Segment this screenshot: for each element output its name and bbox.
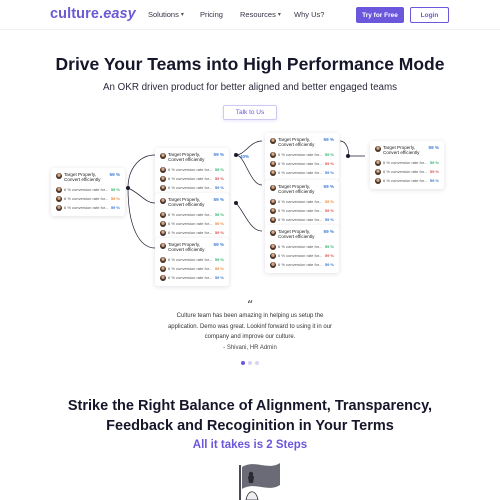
objective-progress: 59 % xyxy=(213,242,224,247)
key-result-text: 6 % conversion rate for... xyxy=(168,229,213,235)
key-result-text: 6 % conversion rate for... xyxy=(168,175,213,181)
key-result-text: 6 % conversion rate for... xyxy=(168,220,213,226)
avatar-icon xyxy=(56,187,62,193)
okr-card-header xyxy=(56,172,120,183)
key-result-row xyxy=(56,203,120,212)
avatar-icon xyxy=(375,160,381,166)
key-result-row xyxy=(270,197,334,206)
avatar-icon xyxy=(270,170,276,176)
objective-progress: 59 % xyxy=(323,184,334,189)
key-result-progress: 59 % xyxy=(214,265,224,271)
avatar-icon xyxy=(160,167,166,173)
connector-l2a-l3 xyxy=(340,141,365,156)
flag-icon xyxy=(200,455,300,500)
testimonial-text: Culture team has been amazing in helping us setup the application. Demo was great. Lookinf forward to using it in our company and improve our culture. xyxy=(167,313,333,340)
section-title-line-2: Feedback and Recoginition in Your Terms xyxy=(106,418,394,434)
okr-card-header xyxy=(270,137,334,148)
avatar-icon xyxy=(270,138,276,144)
objective-progress: 59 % xyxy=(323,229,334,234)
key-result-progress: 59 % xyxy=(214,220,224,226)
key-result-text: 6 % conversion rate for... xyxy=(383,159,428,165)
avatar-icon xyxy=(270,262,276,268)
nav-solutions-label: Solutions xyxy=(148,10,179,19)
key-result-row xyxy=(270,260,334,269)
tree-node-dot xyxy=(126,186,130,190)
avatar-icon xyxy=(160,185,166,191)
key-result-row xyxy=(270,159,334,168)
avatar-icon xyxy=(160,198,166,204)
key-result-row xyxy=(160,273,224,282)
objective-title: Target Properly, Convert efficiently xyxy=(278,184,315,195)
avatar-icon xyxy=(160,257,166,263)
key-result-text: 6 % conversion rate for... xyxy=(168,274,213,280)
key-result-row xyxy=(160,210,224,219)
key-result-text: 6 % conversion rate for... xyxy=(168,184,213,190)
key-result-progress: 59 % xyxy=(110,204,120,210)
avatar-icon xyxy=(160,153,166,159)
avatar-icon xyxy=(270,152,276,158)
key-result-text: 6 % conversion rate for... xyxy=(278,207,323,213)
avatar-icon xyxy=(270,244,276,250)
carousel-dots xyxy=(241,361,259,365)
tree-node-dot xyxy=(234,153,238,157)
logo[interactable] xyxy=(50,6,136,22)
caret-down-icon: ▾ xyxy=(180,12,184,18)
key-result-row xyxy=(160,183,224,192)
key-result-row xyxy=(160,165,224,174)
okr-card-l2c[interactable] xyxy=(265,225,339,273)
key-result-row xyxy=(56,185,120,194)
key-result-text: 6 % conversion rate for... xyxy=(278,198,323,204)
key-result-progress: 59 % xyxy=(324,207,334,213)
avatar-icon xyxy=(270,217,276,223)
nav-why-us-label: Why Us? xyxy=(294,10,325,19)
key-result-row xyxy=(160,264,224,273)
key-result-progress: 59 % xyxy=(324,261,334,267)
key-result-text: 6 % conversion rate for... xyxy=(278,261,323,267)
okr-card-header xyxy=(160,242,224,253)
key-result-text: 6 % conversion rate for... xyxy=(278,216,323,222)
okr-card-l1a[interactable] xyxy=(155,148,229,196)
avatar-icon xyxy=(270,253,276,259)
objective-title: Target Properly, Convert efficiently xyxy=(278,137,315,148)
objective-progress: 59 % xyxy=(213,152,224,157)
key-result-row xyxy=(160,174,224,183)
key-result-progress: 59 % xyxy=(324,169,334,175)
key-result-text: 6 % conversion rate for... xyxy=(383,168,428,174)
objective-title: Target Properly, Convert efficiently xyxy=(168,242,205,253)
avatar-icon xyxy=(160,266,166,272)
avatar-icon xyxy=(56,173,62,179)
quote-icon: “ xyxy=(246,298,254,312)
key-result-text: 6 % conversion rate for... xyxy=(278,169,323,175)
key-result-row xyxy=(270,242,334,251)
key-result-row xyxy=(270,150,334,159)
key-result-text: 6 % conversion rate for... xyxy=(383,177,428,183)
key-result-text: 6 % conversion rate for... xyxy=(278,252,323,258)
okr-card-header xyxy=(375,145,439,156)
okr-card-l1c[interactable] xyxy=(155,238,229,286)
tree-node-dot xyxy=(234,201,238,205)
key-result-progress: 59 % xyxy=(324,252,334,258)
key-result-row xyxy=(270,251,334,260)
login-button[interactable]: Login xyxy=(410,7,449,23)
avatar-icon xyxy=(160,212,166,218)
section-title xyxy=(0,396,500,436)
key-result-progress: 59 % xyxy=(214,211,224,217)
objective-title: Target Properly, Convert efficiently xyxy=(168,152,205,163)
avatar-icon xyxy=(270,161,276,167)
nav-why-us[interactable] xyxy=(294,10,324,19)
objective-progress: 59 % xyxy=(213,197,224,202)
key-result-progress: 59 % xyxy=(324,151,334,157)
avatar-icon xyxy=(270,230,276,236)
key-result-text: 6 % conversion rate for... xyxy=(64,195,109,201)
key-result-text: 6 % conversion rate for... xyxy=(168,256,213,262)
key-result-text: 6 % conversion rate for... xyxy=(168,166,213,172)
key-result-progress: 59 % xyxy=(324,198,334,204)
avatar-icon xyxy=(160,176,166,182)
connector-l1b-l2c xyxy=(236,203,262,231)
key-result-text: 6 % conversion rate for... xyxy=(168,211,213,217)
nav-resources-label: Resources xyxy=(240,10,276,19)
okr-card-l2b[interactable] xyxy=(265,180,339,228)
key-result-text: 6 % conversion rate for... xyxy=(278,160,323,166)
carousel-dot-3[interactable] xyxy=(255,361,259,365)
key-result-row xyxy=(56,194,120,203)
avatar-icon xyxy=(270,208,276,214)
objective-title: Target Properly, Convert efficiently xyxy=(168,197,205,208)
key-result-progress: 59 % xyxy=(214,184,224,190)
caret-down-icon: ▾ xyxy=(277,12,281,18)
key-result-progress: 59 % xyxy=(110,195,120,201)
key-result-progress: 59 % xyxy=(324,160,334,166)
avatar-icon xyxy=(160,221,166,227)
talk-to-us-button[interactable]: Talk to Us xyxy=(223,105,277,120)
logo-suffix: easy xyxy=(103,6,136,22)
key-result-row xyxy=(160,255,224,264)
okr-card-header xyxy=(270,229,334,240)
carousel-dot-1[interactable] xyxy=(241,361,245,365)
steps-subtitle: All it takes is 2 Steps xyxy=(192,439,308,451)
key-result-row xyxy=(375,167,439,176)
nav-resources[interactable] xyxy=(240,10,281,19)
avatar-icon xyxy=(160,243,166,249)
okr-card-l1b[interactable] xyxy=(155,193,229,241)
avatar-icon xyxy=(375,146,381,152)
objective-progress: 59 % xyxy=(109,172,120,177)
avatar-icon xyxy=(160,275,166,281)
key-result-progress: 59 % xyxy=(214,229,224,235)
avatar-icon xyxy=(270,199,276,205)
carousel-dot-2[interactable] xyxy=(248,361,252,365)
objective-title: Target Properly, Convert efficiently xyxy=(278,229,315,240)
okr-card-l2a[interactable] xyxy=(265,133,339,181)
key-result-text: 6 % conversion rate for... xyxy=(278,151,323,157)
key-result-progress: 59 % xyxy=(110,186,120,192)
key-result-progress: 59 % xyxy=(214,274,224,280)
nav-solutions[interactable] xyxy=(148,10,184,19)
okr-card-header xyxy=(160,197,224,208)
key-result-text: 6 % conversion rate for... xyxy=(168,265,213,271)
key-result-progress: 59 % xyxy=(324,243,334,249)
connector-l1a-l2b xyxy=(236,155,262,185)
key-result-row xyxy=(375,158,439,167)
try-for-free-button[interactable]: Try for Free xyxy=(356,7,404,23)
objective-progress: 59 % xyxy=(428,145,439,150)
key-result-progress: 59 % xyxy=(429,159,439,165)
okr-card-header xyxy=(160,152,224,163)
objective-title: Target Properly, Convert efficiently xyxy=(64,172,101,183)
hero-title: Drive Your Teams into High Performance Mode xyxy=(55,54,445,74)
hero-subtitle: An OKR driven product for better aligned and better engaged teams xyxy=(102,82,398,93)
logo-dot: . xyxy=(99,6,104,22)
key-result-text: 6 % conversion rate for... xyxy=(278,243,323,249)
objective-progress: 59 % xyxy=(323,137,334,142)
key-result-row xyxy=(270,215,334,224)
key-result-row xyxy=(270,206,334,215)
connector-l1a-l2a xyxy=(236,141,262,155)
objective-title: Target Properly, Convert efficiently xyxy=(383,145,420,156)
key-result-text: 6 % conversion rate for... xyxy=(64,204,109,210)
key-result-row xyxy=(375,176,439,185)
okr-card-root[interactable] xyxy=(51,168,125,216)
tree-node-dot xyxy=(346,154,350,158)
nav-pricing-label: Pricing xyxy=(200,10,223,19)
connector-root-l1a xyxy=(128,155,155,188)
avatar-icon xyxy=(160,230,166,236)
okr-card-l3[interactable] xyxy=(370,141,444,189)
logo-main: culture xyxy=(50,6,100,22)
key-result-progress: 59 % xyxy=(214,256,224,262)
key-result-row xyxy=(160,228,224,237)
nav-pricing[interactable] xyxy=(200,10,223,19)
okr-card-header xyxy=(270,184,334,195)
top-nav xyxy=(0,0,500,30)
section-title-line-1: Strike the Right Balance of Alignment, Transparency, xyxy=(67,398,433,414)
mid-progress-badge: 40% xyxy=(240,154,250,159)
testimonial-author: - Shivani, HR Admin xyxy=(223,345,277,351)
key-result-row xyxy=(270,168,334,177)
avatar-icon xyxy=(375,178,381,184)
key-result-progress: 59 % xyxy=(324,216,334,222)
avatar-icon xyxy=(56,196,62,202)
key-result-progress: 59 % xyxy=(214,166,224,172)
key-result-text: 6 % conversion rate for... xyxy=(64,186,109,192)
connector-root-l1b xyxy=(128,188,155,203)
avatar-icon xyxy=(270,185,276,191)
avatar-icon xyxy=(375,169,381,175)
key-result-progress: 59 % xyxy=(214,175,224,181)
avatar-icon xyxy=(56,205,62,211)
key-result-progress: 59 % xyxy=(429,168,439,174)
key-result-row xyxy=(160,219,224,228)
key-result-progress: 59 % xyxy=(429,177,439,183)
